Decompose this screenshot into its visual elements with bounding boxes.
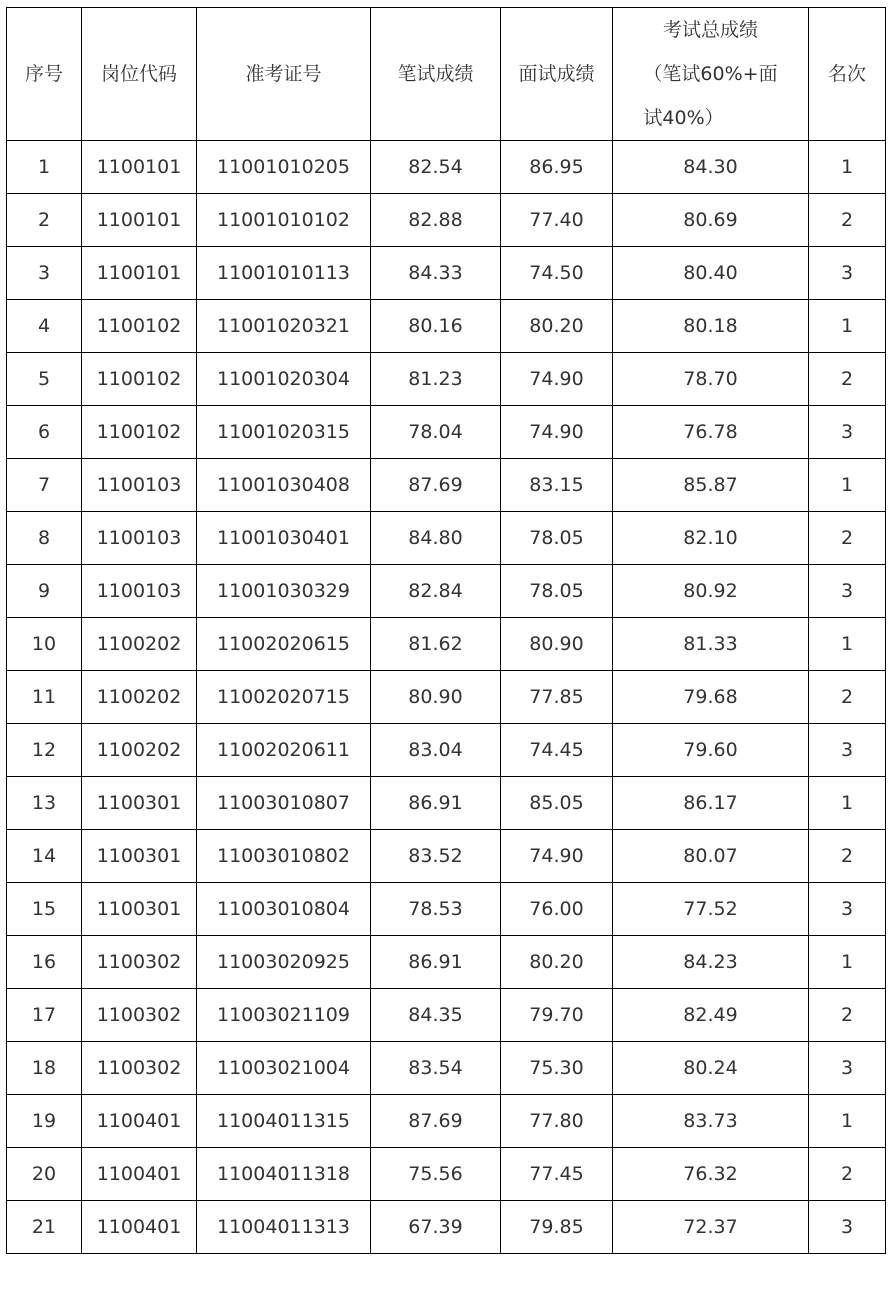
cell-rank: 1 (809, 141, 886, 194)
cell-post-code: 1100103 (82, 459, 197, 512)
table-row (7, 141, 886, 194)
header-total-line2: （笔试60%+面 (643, 63, 778, 85)
cell-post-code: 1100102 (82, 406, 197, 459)
cell-seq: 5 (7, 353, 82, 406)
cell-seq: 12 (7, 724, 82, 777)
cell-ticket-no: 11001030408 (197, 459, 371, 512)
cell-interview-score: 78.05 (501, 512, 613, 565)
cell-total-score: 80.40 (613, 247, 809, 300)
cell-total-score: 76.78 (613, 406, 809, 459)
cell-rank: 1 (809, 777, 886, 830)
table-row (7, 883, 886, 936)
cell-written-score: 81.23 (371, 353, 501, 406)
cell-written-score: 82.84 (371, 565, 501, 618)
cell-post-code: 1100103 (82, 512, 197, 565)
cell-interview-score: 79.70 (501, 989, 613, 1042)
cell-total-score: 80.24 (613, 1042, 809, 1095)
cell-post-code: 1100301 (82, 830, 197, 883)
cell-seq: 10 (7, 618, 82, 671)
cell-interview-score: 74.45 (501, 724, 613, 777)
header-total-score-text (643, 8, 777, 140)
cell-ticket-no: 11001030401 (197, 512, 371, 565)
table-row (7, 406, 886, 459)
cell-total-score: 80.69 (613, 194, 809, 247)
table-header-row (7, 8, 886, 141)
cell-post-code: 1100101 (82, 194, 197, 247)
table-body (7, 141, 886, 1254)
cell-ticket-no: 11004011318 (197, 1148, 371, 1201)
cell-post-code: 1100302 (82, 989, 197, 1042)
cell-rank: 3 (809, 883, 886, 936)
cell-seq: 21 (7, 1201, 82, 1254)
table-row (7, 1148, 886, 1201)
cell-written-score: 83.54 (371, 1042, 501, 1095)
cell-post-code: 1100102 (82, 353, 197, 406)
header-total-line1: 考试总成绩 (662, 19, 758, 41)
cell-total-score: 80.07 (613, 830, 809, 883)
cell-total-score: 82.10 (613, 512, 809, 565)
cell-rank: 2 (809, 194, 886, 247)
cell-seq: 13 (7, 777, 82, 830)
cell-rank: 2 (809, 989, 886, 1042)
header-post-code: 岗位代码 (82, 8, 197, 141)
cell-written-score: 83.52 (371, 830, 501, 883)
score-table (6, 7, 886, 1254)
cell-ticket-no: 11001010205 (197, 141, 371, 194)
cell-written-score: 87.69 (371, 459, 501, 512)
table-row (7, 1042, 886, 1095)
cell-total-score: 82.49 (613, 989, 809, 1042)
cell-interview-score: 74.50 (501, 247, 613, 300)
cell-seq: 17 (7, 989, 82, 1042)
cell-seq: 14 (7, 830, 82, 883)
cell-ticket-no: 11003010804 (197, 883, 371, 936)
cell-seq: 9 (7, 565, 82, 618)
cell-interview-score: 77.80 (501, 1095, 613, 1148)
cell-post-code: 1100202 (82, 671, 197, 724)
cell-seq: 7 (7, 459, 82, 512)
cell-total-score: 81.33 (613, 618, 809, 671)
table-row (7, 618, 886, 671)
cell-rank: 1 (809, 1095, 886, 1148)
cell-rank: 1 (809, 459, 886, 512)
cell-total-score: 84.23 (613, 936, 809, 989)
cell-rank: 3 (809, 565, 886, 618)
cell-interview-score: 83.15 (501, 459, 613, 512)
cell-seq: 15 (7, 883, 82, 936)
cell-ticket-no: 11004011313 (197, 1201, 371, 1254)
cell-total-score: 80.18 (613, 300, 809, 353)
cell-rank: 2 (809, 512, 886, 565)
table-row (7, 194, 886, 247)
cell-written-score: 84.33 (371, 247, 501, 300)
cell-ticket-no: 11003021109 (197, 989, 371, 1042)
cell-seq: 3 (7, 247, 82, 300)
cell-seq: 16 (7, 936, 82, 989)
table-row (7, 724, 886, 777)
cell-ticket-no: 11001010113 (197, 247, 371, 300)
cell-ticket-no: 11002020615 (197, 618, 371, 671)
table-row (7, 459, 886, 512)
cell-ticket-no: 11003021004 (197, 1042, 371, 1095)
cell-rank: 2 (809, 671, 886, 724)
cell-total-score: 85.87 (613, 459, 809, 512)
header-interview-score: 面试成绩 (501, 8, 613, 141)
cell-ticket-no: 11001010102 (197, 194, 371, 247)
table-row (7, 1095, 886, 1148)
header-written-score: 笔试成绩 (371, 8, 501, 141)
cell-written-score: 75.56 (371, 1148, 501, 1201)
cell-total-score: 79.60 (613, 724, 809, 777)
cell-written-score: 80.90 (371, 671, 501, 724)
cell-total-score: 83.73 (613, 1095, 809, 1148)
cell-post-code: 1100101 (82, 247, 197, 300)
table-row (7, 512, 886, 565)
cell-rank: 1 (809, 618, 886, 671)
table-row (7, 1201, 886, 1254)
cell-post-code: 1100202 (82, 724, 197, 777)
table-row (7, 300, 886, 353)
cell-seq: 4 (7, 300, 82, 353)
cell-interview-score: 80.90 (501, 618, 613, 671)
cell-interview-score: 80.20 (501, 300, 613, 353)
cell-ticket-no: 11002020715 (197, 671, 371, 724)
table-row (7, 565, 886, 618)
cell-interview-score: 77.85 (501, 671, 613, 724)
cell-rank: 3 (809, 724, 886, 777)
cell-seq: 19 (7, 1095, 82, 1148)
header-seq: 序号 (7, 8, 82, 141)
cell-seq: 18 (7, 1042, 82, 1095)
cell-interview-score: 76.00 (501, 883, 613, 936)
header-rank: 名次 (809, 8, 886, 141)
cell-post-code: 1100202 (82, 618, 197, 671)
cell-ticket-no: 11001020304 (197, 353, 371, 406)
cell-seq: 8 (7, 512, 82, 565)
cell-written-score: 80.16 (371, 300, 501, 353)
cell-interview-score: 74.90 (501, 353, 613, 406)
cell-post-code: 1100103 (82, 565, 197, 618)
cell-post-code: 1100302 (82, 1042, 197, 1095)
cell-total-score: 86.17 (613, 777, 809, 830)
cell-ticket-no: 11003010807 (197, 777, 371, 830)
cell-interview-score: 74.90 (501, 406, 613, 459)
cell-post-code: 1100101 (82, 141, 197, 194)
cell-ticket-no: 11003010802 (197, 830, 371, 883)
table-row (7, 989, 886, 1042)
cell-interview-score: 75.30 (501, 1042, 613, 1095)
cell-interview-score: 80.20 (501, 936, 613, 989)
cell-written-score: 78.04 (371, 406, 501, 459)
cell-interview-score: 77.40 (501, 194, 613, 247)
cell-seq: 20 (7, 1148, 82, 1201)
cell-total-score: 78.70 (613, 353, 809, 406)
cell-rank: 1 (809, 936, 886, 989)
cell-post-code: 1100102 (82, 300, 197, 353)
cell-written-score: 67.39 (371, 1201, 501, 1254)
cell-rank: 1 (809, 300, 886, 353)
cell-interview-score: 77.45 (501, 1148, 613, 1201)
cell-interview-score: 78.05 (501, 565, 613, 618)
cell-total-score: 84.30 (613, 141, 809, 194)
cell-ticket-no: 11001030329 (197, 565, 371, 618)
cell-written-score: 82.88 (371, 194, 501, 247)
header-total-score (613, 8, 809, 141)
header-total-line3: 试40%） (643, 107, 724, 129)
cell-seq: 6 (7, 406, 82, 459)
cell-total-score: 72.37 (613, 1201, 809, 1254)
cell-total-score: 77.52 (613, 883, 809, 936)
cell-interview-score: 79.85 (501, 1201, 613, 1254)
cell-post-code: 1100401 (82, 1148, 197, 1201)
cell-written-score: 81.62 (371, 618, 501, 671)
cell-ticket-no: 11002020611 (197, 724, 371, 777)
cell-seq: 2 (7, 194, 82, 247)
table-row (7, 777, 886, 830)
cell-ticket-no: 11003020925 (197, 936, 371, 989)
cell-post-code: 1100301 (82, 883, 197, 936)
cell-written-score: 84.80 (371, 512, 501, 565)
cell-interview-score: 74.90 (501, 830, 613, 883)
cell-ticket-no: 11001020321 (197, 300, 371, 353)
cell-rank: 3 (809, 406, 886, 459)
cell-rank: 2 (809, 353, 886, 406)
cell-rank: 3 (809, 1042, 886, 1095)
cell-seq: 11 (7, 671, 82, 724)
cell-written-score: 82.54 (371, 141, 501, 194)
cell-total-score: 79.68 (613, 671, 809, 724)
table-row (7, 830, 886, 883)
cell-written-score: 83.04 (371, 724, 501, 777)
cell-post-code: 1100301 (82, 777, 197, 830)
table-row (7, 671, 886, 724)
cell-written-score: 87.69 (371, 1095, 501, 1148)
cell-total-score: 76.32 (613, 1148, 809, 1201)
cell-written-score: 86.91 (371, 777, 501, 830)
header-ticket-no: 准考证号 (197, 8, 371, 141)
cell-rank: 3 (809, 247, 886, 300)
cell-rank: 3 (809, 1201, 886, 1254)
cell-interview-score: 85.05 (501, 777, 613, 830)
cell-ticket-no: 11004011315 (197, 1095, 371, 1148)
table-row (7, 936, 886, 989)
cell-seq: 1 (7, 141, 82, 194)
cell-post-code: 1100401 (82, 1201, 197, 1254)
table-row (7, 353, 886, 406)
cell-written-score: 78.53 (371, 883, 501, 936)
cell-written-score: 86.91 (371, 936, 501, 989)
cell-post-code: 1100302 (82, 936, 197, 989)
cell-written-score: 84.35 (371, 989, 501, 1042)
cell-ticket-no: 11001020315 (197, 406, 371, 459)
cell-rank: 2 (809, 830, 886, 883)
cell-rank: 2 (809, 1148, 886, 1201)
table-row (7, 247, 886, 300)
cell-interview-score: 86.95 (501, 141, 613, 194)
cell-total-score: 80.92 (613, 565, 809, 618)
cell-post-code: 1100401 (82, 1095, 197, 1148)
